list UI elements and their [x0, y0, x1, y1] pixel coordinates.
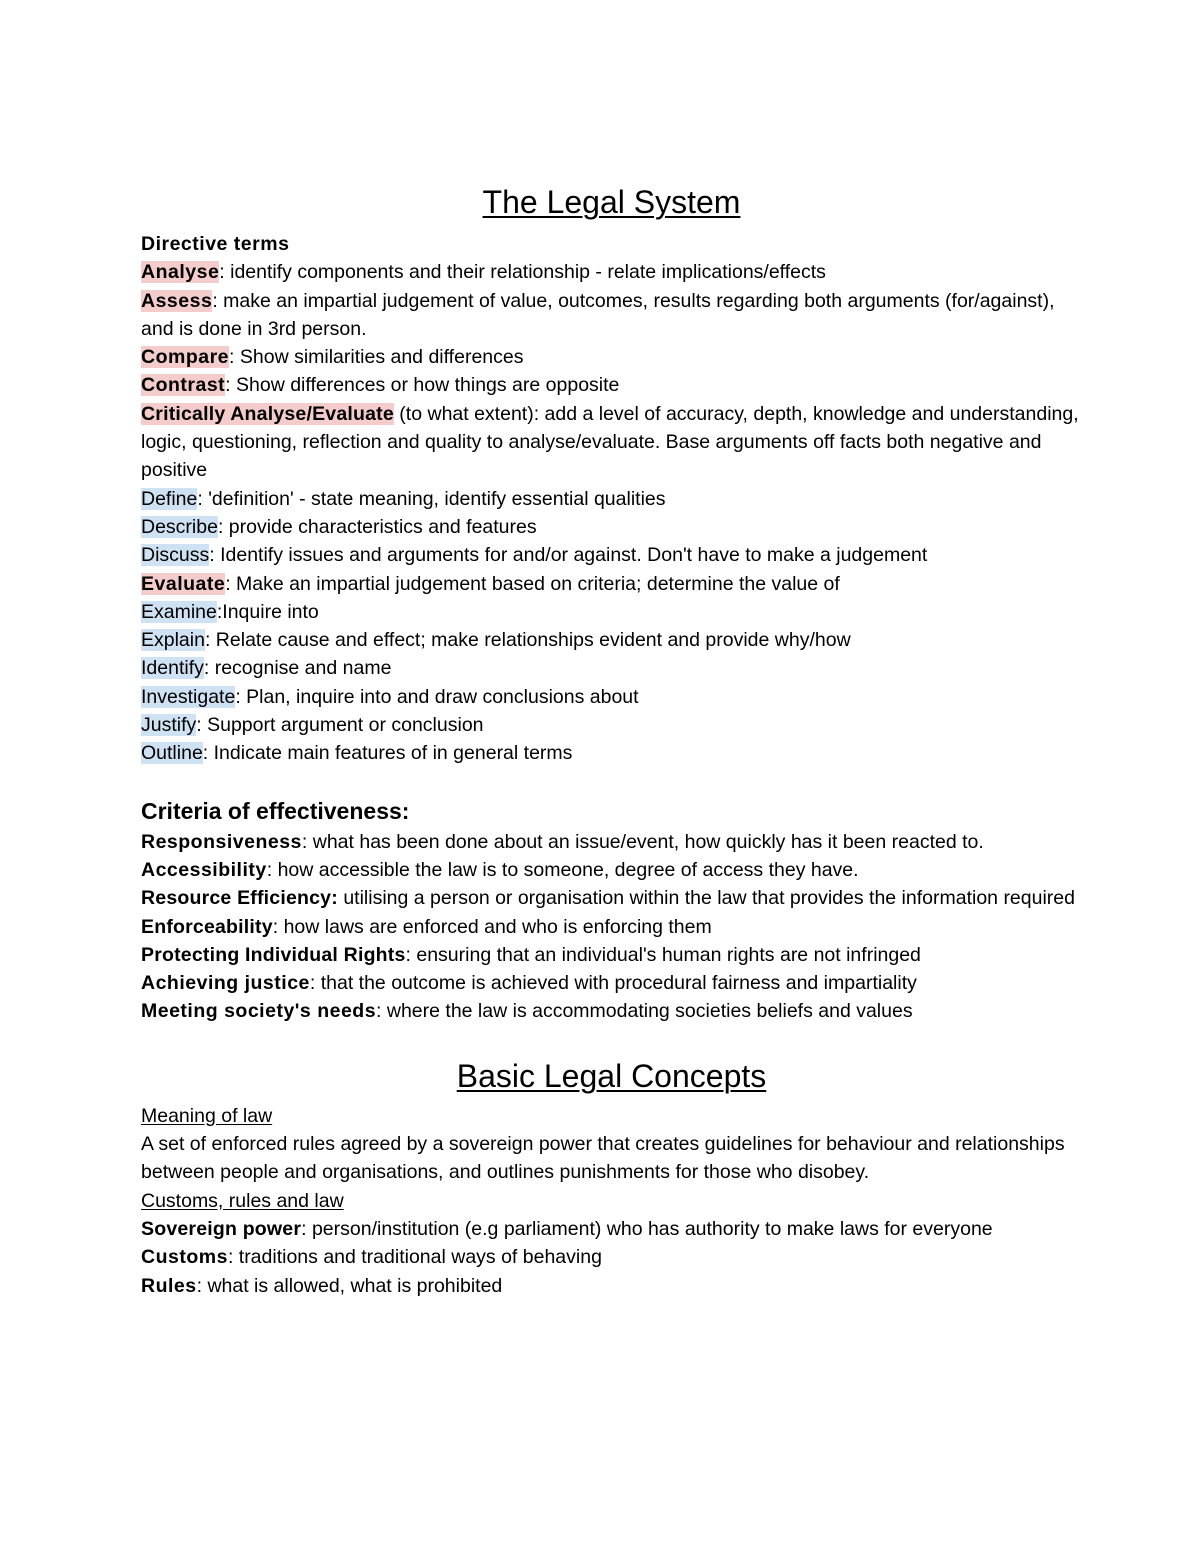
term-definition: : Indicate main features of in general terms [202, 742, 573, 765]
term-label: Compare [141, 346, 230, 369]
term-row [141, 654, 1082, 682]
section-title: Basic Legal Concepts [456, 1057, 767, 1094]
term-label: Investigate [141, 685, 236, 708]
section-title: The Legal System [482, 184, 741, 220]
term-label: Contrast [141, 374, 226, 397]
concept-row [141, 1272, 1082, 1300]
legal-concepts-block [141, 1102, 1082, 1300]
criteria-label: Responsiveness [141, 830, 302, 853]
term-row [141, 485, 1082, 513]
term-row [141, 683, 1082, 711]
concept-label: Customs [141, 1246, 228, 1269]
term-row [141, 541, 1082, 569]
concept-definition: : person/institution (e.g parliament) who has authority to make laws for everyone [301, 1217, 993, 1240]
term-label: Evaluate [141, 572, 226, 595]
criteria-definition: : how accessible the law is to someone, degree of access they have. [266, 858, 859, 881]
term-definition: : recognise and name [203, 657, 392, 680]
term-definition: : make an impartial judgement of value, outcomes, results regarding both arguments (for/against), and is done in 3rd person. [141, 289, 1055, 340]
term-label: Justify [141, 714, 197, 737]
term-row [141, 739, 1082, 767]
criteria-row [141, 856, 1082, 884]
criteria-definition: utilising a person or organisation within the law that provides the information required [337, 887, 1075, 910]
term-row [141, 287, 1082, 344]
term-definition: : Identify issues and arguments for and/or against. Don't have to make a judgement [209, 544, 928, 567]
criteria-label: Resource Efficiency: [141, 887, 338, 910]
term-definition: : identify components and their relationship - relate implications/effects [219, 261, 826, 284]
term-label: Examine [141, 600, 217, 623]
term-row [141, 371, 1082, 399]
concept-label: Rules [141, 1274, 197, 1297]
criteria-row [141, 941, 1082, 969]
criteria-definition: : ensuring that an individual's human rights are not infringed [405, 943, 921, 966]
term-definition: : Show similarities and differences [229, 346, 524, 369]
criteria-block [141, 828, 1082, 1026]
term-definition: :Inquire into [216, 600, 319, 623]
criteria-definition: : where the law is accommodating societies beliefs and values [376, 1000, 913, 1023]
criteria-label: Enforceability [141, 915, 273, 938]
term-definition: : Relate cause and effect; make relationships evident and provide why/how [204, 629, 851, 652]
term-definition: : Support argument or conclusion [196, 714, 484, 737]
criteria-label: Achieving justice [141, 972, 310, 995]
term-definition: : Show differences or how things are opposite [225, 374, 620, 397]
term-definition: (to what extent): add a level of accuracy, depth, knowledge and understanding, logic, questioning, reflection and quality to analyse/evaluate. Base arguments off facts both negative and positive [141, 402, 1079, 482]
customs-heading: Customs, rules and law [141, 1189, 344, 1212]
term-row [141, 513, 1082, 541]
term-row [141, 400, 1082, 485]
criteria-definition: : that the outcome is achieved with procedural fairness and impartiality [309, 972, 917, 995]
term-row [141, 258, 1082, 286]
term-label: Assess [141, 289, 213, 312]
term-row [141, 570, 1082, 598]
term-label: Define [141, 487, 198, 510]
term-row [141, 626, 1082, 654]
directive-terms-heading: Directive terms [141, 233, 290, 255]
term-row [141, 711, 1082, 739]
concept-definition: : what is allowed, what is prohibited [196, 1274, 503, 1297]
term-label: Identify [141, 657, 204, 680]
meaning-text: A set of enforced rules agreed by a sovereign power that creates guidelines for behaviour and relationships between people and organisations, and outlines punishments for those who disobey. [141, 1133, 1065, 1184]
criteria-label: Meeting society's needs [141, 1000, 377, 1023]
term-label: Discuss [141, 544, 210, 567]
concept-row [141, 1215, 1082, 1243]
meaning-heading: Meaning of law [141, 1104, 273, 1127]
criteria-row [141, 969, 1082, 997]
concept-label: Sovereign power [141, 1217, 302, 1240]
criteria-row [141, 913, 1082, 941]
term-label: Outline [141, 742, 203, 765]
term-label: Critically Analyse/Evaluate [141, 402, 394, 425]
term-row [141, 598, 1082, 626]
term-definition: : Plan, inquire into and draw conclusions about [235, 685, 639, 708]
term-definition: : provide characteristics and features [217, 515, 537, 538]
criteria-row [141, 997, 1082, 1025]
concept-row [141, 1243, 1082, 1271]
criteria-label: Protecting Individual Rights [141, 943, 406, 966]
criteria-label: Accessibility [141, 858, 267, 881]
criteria-heading: Criteria of effectiveness: [141, 797, 410, 824]
term-label: Explain [141, 629, 205, 652]
term-label: Describe [141, 515, 218, 538]
term-row [141, 343, 1082, 371]
criteria-definition: : how laws are enforced and who is enforcing them [272, 915, 712, 938]
term-definition: : 'definition' - state meaning, identify essential qualities [197, 487, 666, 510]
concept-definition: : traditions and traditional ways of behaving [227, 1246, 602, 1269]
directive-terms-block [141, 230, 1082, 768]
term-definition: : Make an impartial judgement based on criteria; determine the value of [225, 572, 840, 595]
term-label: Analyse [141, 261, 220, 284]
criteria-row [141, 884, 1082, 912]
criteria-definition: : what has been done about an issue/event, how quickly has it been reacted to. [301, 830, 984, 853]
criteria-row [141, 828, 1082, 856]
